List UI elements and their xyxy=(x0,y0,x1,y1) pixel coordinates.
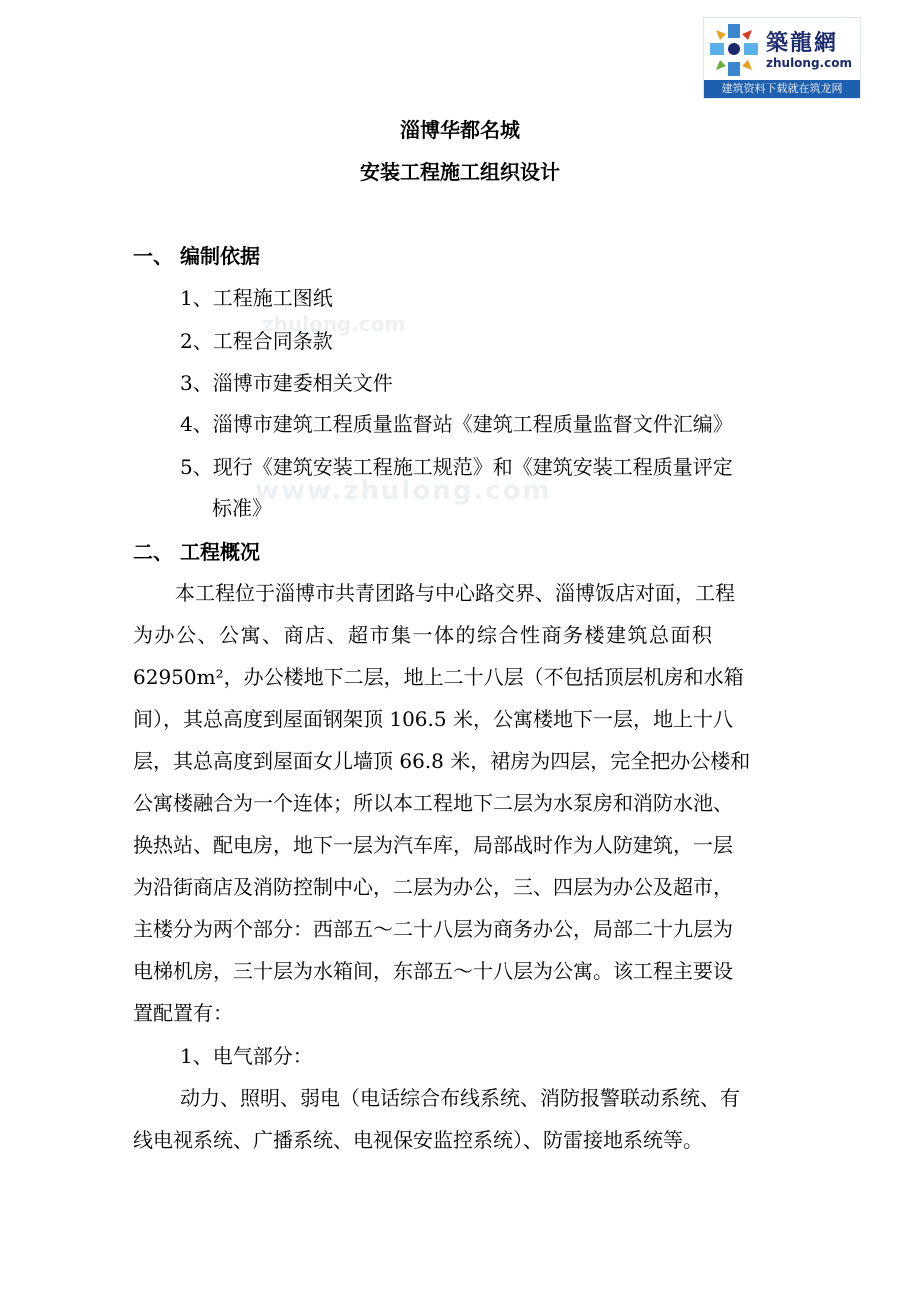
section-heading: 一、 编制依据 xyxy=(133,244,260,268)
list-item: 5、现行《建筑安装工程施工规范》和《建筑安装工程质量评定 xyxy=(180,455,733,479)
paragraph-line: 为沿街商店及消防控制中心，二层为办公，三、四层为办公及超市， xyxy=(133,875,733,899)
list-item: 1、工程施工图纸 xyxy=(180,286,333,310)
list-item: 3、淄博市建委相关文件 xyxy=(180,371,393,395)
paragraph-line: 间），其总高度到屋面钢架顶 106.5 米，公寓楼地下一层，地上十八 xyxy=(133,707,733,731)
watermark-text: www.zhulong.com xyxy=(255,476,552,506)
paragraph-line: 公寓楼融合为一个连体；所以本工程地下二层为水泵房和消防水池、 xyxy=(133,791,733,815)
list-item: 2、工程合同条款 xyxy=(180,329,333,353)
paragraph-line: 换热站、配电房，地下一层为汽车库，局部战时作为人防建筑，一层 xyxy=(133,833,733,857)
paragraph-line: 电梯机房，三十层为水箱间，东部五～十八层为公寓。该工程主要设 xyxy=(133,959,733,983)
sub-item-heading: 1、电气部分： xyxy=(180,1044,313,1068)
section-heading: 二、 工程概况 xyxy=(133,540,260,564)
list-item-continuation: 标准》 xyxy=(212,496,272,520)
watermark-text: zhulong.com xyxy=(262,312,406,336)
paragraph-line: 主楼分为两个部分：西部五～二十八层为商务办公，局部二十九层为 xyxy=(133,917,733,941)
document-title: 淄博华都名城 xyxy=(400,118,520,142)
paragraph-line: 动力、照明、弱电（电话综合布线系统、消防报警联动系统、有 xyxy=(180,1086,740,1110)
list-item: 4、淄博市建筑工程质量监督站《建筑工程质量监督文件汇编》 xyxy=(180,412,733,436)
pinwheel-logo-icon xyxy=(706,20,762,80)
paragraph-line: 层，其总高度到屋面女儿墙顶 66.8 米，裙房为四层，完全把办公楼和 xyxy=(133,749,751,773)
document-subtitle: 安装工程施工组织设计 xyxy=(360,160,560,184)
paragraph-line: 线电视系统、广播系统、电视保安监控系统）、防雷接地系统等。 xyxy=(133,1128,703,1152)
paragraph-line: 62950m²，办公楼地下二层，地上二十八层（不包括顶层机房和水箱 xyxy=(133,665,744,689)
logo-name: 築龍網 xyxy=(766,30,839,56)
logo-url: zhulong.com xyxy=(766,56,852,70)
paragraph-line: 置配置有： xyxy=(133,1001,233,1025)
logo-slogan: 建筑资料下载就在筑龙网 xyxy=(704,80,860,98)
zhulong-logo xyxy=(703,17,861,99)
paragraph-line: 本工程位于淄博市共青团路与中心路交界、淄博饭店对面，工程 xyxy=(175,581,735,605)
paragraph-line: 为办公、公寓、商店、超市集一体的综合性商务楼建筑总面积 xyxy=(133,623,714,647)
